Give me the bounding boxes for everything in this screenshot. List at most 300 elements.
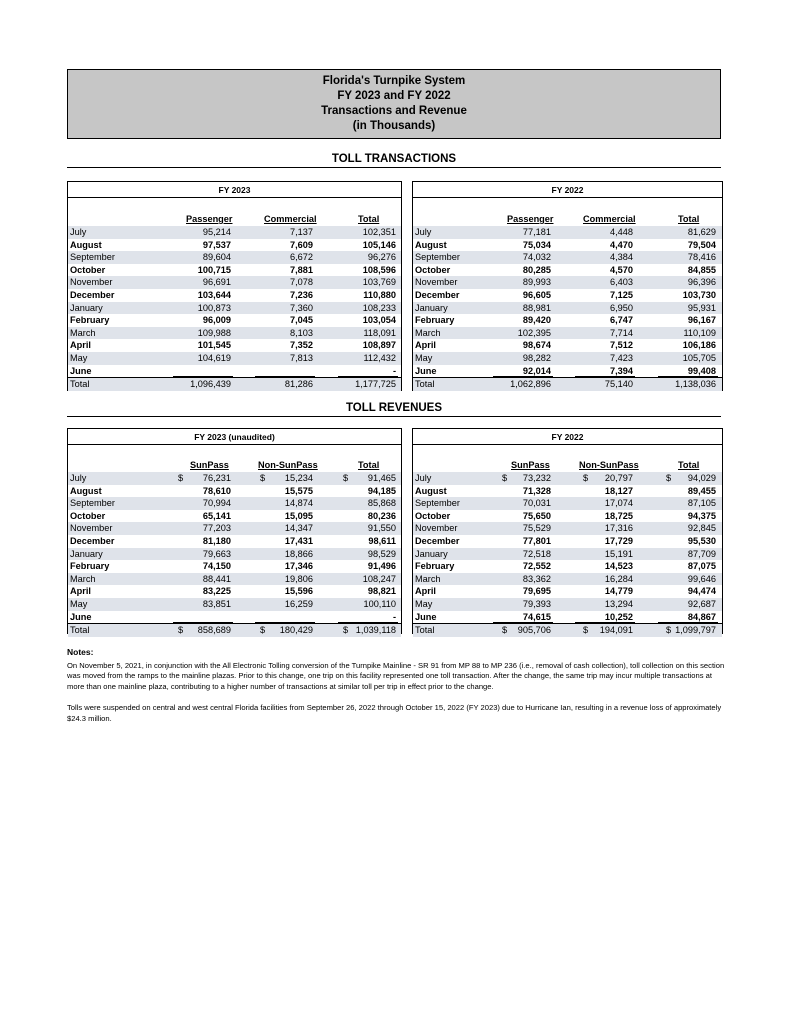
value-col-a: 95,214: [202, 227, 231, 237]
table-row: [413, 485, 722, 498]
table-row: [68, 289, 401, 302]
panel-heading-rule: [68, 197, 401, 198]
table-row: [413, 226, 722, 239]
value-col-c: 84,855: [687, 264, 716, 275]
notes-block: [67, 647, 727, 724]
transactions-fy2022-panel: [412, 181, 723, 391]
dollar-sign: $: [178, 473, 184, 483]
month-label: October: [70, 510, 106, 521]
value-col-c: 1,177,725: [355, 379, 396, 390]
month-label: February: [70, 561, 110, 572]
value-col-a: 96,009: [202, 315, 231, 326]
value-col-a: 74,150: [202, 561, 231, 572]
month-label: November: [70, 523, 113, 534]
value-col-a: 96,691: [202, 277, 231, 288]
value-col-b: 15,234: [284, 473, 313, 483]
value-col-c: 94,185: [367, 485, 396, 496]
value-col-b: 4,448: [610, 227, 633, 237]
col-header-passenger: Passenger: [507, 214, 554, 224]
value-col-a: 70,031: [522, 498, 551, 509]
value-col-c: 98,529: [367, 548, 396, 559]
value-col-c: 85,868: [367, 498, 396, 509]
value-col-a: 77,181: [522, 227, 551, 237]
value-col-b: 6,672: [290, 252, 313, 263]
value-col-a: 88,441: [202, 573, 231, 584]
value-col-c: 94,029: [687, 473, 716, 483]
month-label: July: [70, 473, 87, 483]
table-row: [413, 314, 722, 327]
value-col-c: 91,550: [367, 523, 396, 534]
table-row: [68, 485, 401, 498]
table-row: [68, 339, 401, 352]
value-col-b: 81,286: [284, 379, 313, 390]
table-row: [413, 497, 722, 510]
month-label: May: [415, 598, 433, 609]
revenues-section-title: TOLL REVENUES: [345, 402, 443, 414]
report-subtitle-units: (in Thousands): [352, 120, 436, 132]
value-col-c: 99,646: [687, 573, 716, 584]
dollar-sign: $: [583, 473, 589, 483]
value-col-a: 100,715: [197, 264, 231, 275]
value-col-b: 7,125: [610, 289, 633, 300]
value-col-a: 101,545: [197, 340, 231, 351]
value-col-a: 96,605: [522, 289, 551, 300]
table-row: [68, 327, 401, 340]
month-label: February: [415, 561, 455, 572]
month-label: October: [70, 264, 106, 275]
month-label: June: [415, 611, 437, 622]
value-col-b: 14,779: [604, 586, 633, 597]
table-row: [413, 560, 722, 573]
table-row: [413, 276, 722, 289]
value-col-b: 18,866: [284, 548, 313, 559]
value-col-c: 95,931: [687, 302, 716, 313]
table-row: [68, 264, 401, 277]
value-col-b: 15,095: [284, 510, 313, 521]
value-col-c: 108,596: [362, 264, 396, 275]
month-label: July: [415, 473, 432, 483]
value-col-c: 98,821: [367, 586, 396, 597]
dollar-sign: $: [260, 625, 266, 636]
table-row: [68, 522, 401, 535]
table-row: [413, 535, 722, 548]
value-col-a: 79,393: [522, 598, 551, 609]
value-col-c: 103,054: [362, 315, 396, 326]
value-col-a: 79,695: [522, 586, 551, 597]
value-col-b: 18,725: [604, 510, 633, 521]
value-col-c: 108,233: [362, 302, 396, 313]
value-col-a: 65,141: [202, 510, 231, 521]
value-col-a: 104,619: [197, 352, 231, 363]
table-row: [68, 598, 401, 611]
value-col-c: 91,465: [367, 473, 396, 483]
month-label: April: [415, 586, 436, 597]
value-col-c: 103,730: [682, 289, 716, 300]
value-col-b: 4,470: [610, 239, 633, 250]
month-label: January: [415, 302, 448, 313]
value-col-a: 83,851: [202, 598, 231, 609]
value-col-a: 858,689: [197, 625, 231, 636]
value-col-a: 102,395: [517, 327, 551, 338]
revenues-fy2022-heading: FY 2022: [551, 432, 584, 442]
value-col-c: 108,247: [362, 573, 396, 584]
value-col-c: -: [392, 611, 396, 622]
report-subtitle-years: FY 2023 and FY 2022: [337, 90, 451, 102]
value-col-a: 100,873: [197, 302, 231, 313]
value-col-c: 87,105: [687, 498, 716, 509]
col-header-non-sunpass: Non-SunPass: [258, 460, 318, 470]
month-label: March: [415, 327, 441, 338]
value-col-c: 87,075: [687, 561, 716, 572]
month-label: December: [415, 535, 460, 546]
value-col-c: 95,530: [687, 535, 716, 546]
month-label: January: [70, 302, 103, 313]
table-row: [413, 251, 722, 264]
value-col-c: 91,496: [367, 561, 396, 572]
table-row: [413, 522, 722, 535]
value-col-b: 17,431: [284, 535, 313, 546]
table-row: [68, 535, 401, 548]
value-col-c: 1,039,118: [355, 625, 396, 636]
value-col-c: 81,629: [687, 227, 716, 237]
value-col-b: 7,360: [290, 302, 313, 313]
value-col-a: 97,537: [202, 239, 231, 250]
col-header-sunpass: SunPass: [190, 460, 229, 470]
month-label: Total: [415, 379, 435, 390]
month-label: Total: [415, 625, 435, 636]
dollar-sign: $: [502, 625, 508, 636]
value-col-a: 109,988: [197, 327, 231, 338]
value-col-b: 10,252: [604, 611, 633, 622]
value-col-c: 118,091: [363, 327, 396, 338]
value-col-c: 110,880: [363, 289, 396, 300]
dollar-sign: $: [343, 625, 349, 636]
month-label: June: [70, 611, 92, 622]
value-col-c: 105,705: [682, 352, 716, 363]
dollar-sign: $: [260, 473, 266, 483]
month-label: Total: [70, 379, 90, 390]
table-row: [413, 289, 722, 302]
month-label: December: [415, 289, 460, 300]
value-col-b: 4,570: [610, 264, 633, 275]
value-col-c: 96,396: [687, 277, 716, 288]
table-row: [68, 472, 401, 485]
value-col-a: 1,096,439: [190, 379, 231, 390]
revenues-fy2023-panel: [67, 428, 402, 634]
table-row: [68, 239, 401, 252]
value-col-a: 78,610: [202, 485, 231, 496]
table-row: [413, 585, 722, 598]
table-row: [68, 365, 401, 378]
value-col-a: 89,604: [202, 252, 231, 263]
value-col-b: 7,813: [290, 352, 313, 363]
table-total-row: [413, 377, 722, 391]
table-row: [413, 611, 722, 624]
col-header-total: Total: [358, 214, 380, 224]
table-row: [68, 497, 401, 510]
value-col-b: 75,140: [604, 379, 633, 390]
value-col-b: 17,316: [604, 523, 633, 534]
value-col-c: 108,897: [362, 340, 396, 351]
value-col-b: 14,347: [284, 523, 313, 534]
notes-title: Notes:: [67, 647, 94, 657]
table-row: [413, 510, 722, 523]
value-col-b: 7,423: [610, 352, 633, 363]
table-row: [413, 327, 722, 340]
table-row: [68, 314, 401, 327]
dollar-sign: $: [666, 625, 672, 636]
month-label: July: [70, 227, 87, 237]
month-label: August: [415, 239, 447, 250]
col-header-non-sunpass: Non-SunPass: [579, 460, 639, 470]
value-col-c: 103,769: [362, 277, 396, 288]
month-label: March: [70, 327, 96, 338]
value-col-c: 110,109: [683, 327, 716, 338]
value-col-c: 84,867: [687, 611, 716, 622]
value-col-b: 14,874: [284, 498, 313, 509]
revenues-fy2023-rows: [68, 472, 401, 637]
value-col-b: 13,294: [604, 598, 633, 609]
value-col-a: 98,282: [522, 352, 551, 363]
month-label: August: [70, 485, 102, 496]
col-header-commercial: Commercial: [583, 214, 636, 224]
month-label: June: [415, 365, 437, 376]
value-col-b: 20,797: [604, 473, 633, 483]
month-label: November: [415, 523, 458, 534]
table-row: [68, 510, 401, 523]
dollar-sign: $: [178, 625, 184, 636]
table-row: [413, 239, 722, 252]
value-col-b: 4,384: [610, 252, 633, 263]
month-label: September: [415, 498, 460, 509]
value-col-b: 7,714: [610, 327, 633, 338]
value-col-b: 16,259: [284, 598, 313, 609]
month-label: January: [70, 548, 103, 559]
value-col-b: 15,575: [284, 485, 313, 496]
note-all-electronic-tolling: On November 5, 2021, in conjunction with the All Electronic Tolling conversion of the Turnpike Mainline - SR 91 from MP 88 to MP 236 (i.e., removal of cash collection), toll collection on this section was moved from the ramps to the mainline plazas. Prior to this change, one trip on this facility represented one toll transaction. After the change, the same trip may incur multiple transactions at more than one mainline plaza, contributing to a higher number of transactions at similar toll per trip in effect prior to the change.: [67, 660, 725, 691]
table-row: [413, 598, 722, 611]
transactions-fy2023-panel: [67, 181, 402, 391]
month-label: July: [415, 227, 432, 237]
table-row: [413, 352, 722, 365]
value-col-a: 79,663: [202, 548, 231, 559]
value-col-a: 81,180: [202, 535, 231, 546]
value-col-c: 99,408: [687, 365, 716, 376]
note-hurricane-ian: Tolls were suspended on central and west central Florida facilities from September 26, 2022 through October 15, 2022 (FY 2023) due to Hurricane Ian, resulting in a revenue loss of approximately $24.3 million.: [67, 703, 722, 723]
value-col-a: 71,328: [522, 485, 551, 496]
table-row: [413, 548, 722, 561]
month-label: September: [70, 498, 115, 509]
table-row: [68, 585, 401, 598]
value-col-b: 8,103: [290, 327, 313, 338]
dollar-sign: $: [343, 473, 349, 483]
table-row: [68, 276, 401, 289]
value-col-b: 15,596: [284, 586, 313, 597]
value-col-a: 70,994: [202, 498, 231, 509]
report-title: Florida's Turnpike System: [322, 75, 466, 87]
month-label: October: [415, 264, 451, 275]
value-col-b: 7,137: [290, 227, 313, 237]
table-row: [68, 611, 401, 624]
month-label: September: [70, 252, 115, 263]
revenues-fy2022-rows: [413, 472, 722, 637]
month-label: May: [70, 598, 88, 609]
value-col-a: 905,706: [517, 625, 551, 636]
value-col-b: 6,403: [610, 277, 633, 288]
value-col-c: 92,845: [687, 523, 716, 534]
value-col-a: 83,225: [202, 586, 231, 597]
value-col-b: 18,127: [604, 485, 633, 496]
table-row: [68, 352, 401, 365]
table-total-row: [413, 623, 722, 637]
value-col-b: 16,284: [604, 573, 633, 584]
value-col-b: 7,512: [610, 340, 633, 351]
value-col-c: 79,504: [687, 239, 716, 250]
month-label: May: [70, 352, 88, 363]
value-col-c: 102,351: [362, 227, 396, 237]
value-col-b: 19,806: [284, 573, 313, 584]
table-row: [68, 560, 401, 573]
value-col-a: 75,650: [522, 510, 551, 521]
value-col-b: 6,950: [610, 302, 633, 313]
table-row: [68, 302, 401, 315]
value-col-a: 74,615: [522, 611, 551, 622]
col-header-commercial: Commercial: [264, 214, 317, 224]
dollar-sign: $: [583, 625, 589, 636]
value-col-b: 7,078: [290, 277, 313, 288]
value-col-c: 96,167: [687, 315, 716, 326]
value-col-a: 80,285: [522, 264, 551, 275]
value-col-b: 14,523: [604, 561, 633, 572]
month-label: Total: [70, 625, 90, 636]
value-col-a: 89,420: [522, 315, 551, 326]
month-label: April: [415, 340, 436, 351]
table-row: [68, 573, 401, 586]
transactions-fy2022-rows: [413, 226, 722, 391]
value-col-c: 92,687: [687, 598, 716, 609]
value-col-c: 100,110: [363, 598, 396, 609]
transactions-divider: [67, 167, 721, 168]
revenues-fy2022-panel: [412, 428, 723, 634]
revenues-fy2023-heading: FY 2023 (unaudited): [194, 432, 275, 442]
value-col-b: 7,394: [610, 365, 633, 376]
table-row: [413, 472, 722, 485]
value-col-c: 89,455: [687, 485, 716, 496]
value-col-a: 77,203: [202, 523, 231, 534]
dollar-sign: $: [666, 473, 672, 483]
value-col-c: 1,099,797: [675, 625, 716, 636]
value-col-a: 88,981: [522, 302, 551, 313]
transactions-section-title: TOLL TRANSACTIONS: [331, 153, 457, 165]
value-col-b: 7,236: [290, 289, 313, 300]
month-label: May: [415, 352, 433, 363]
value-col-c: 98,611: [368, 535, 396, 546]
transactions-fy2023-rows: [68, 226, 401, 391]
value-col-c: 112,432: [363, 352, 396, 363]
table-row: [413, 365, 722, 378]
value-col-b: 7,352: [290, 340, 313, 351]
value-col-a: 74,032: [522, 252, 551, 263]
col-header-total: Total: [358, 460, 380, 470]
value-col-a: 89,993: [522, 277, 551, 288]
value-col-a: 76,231: [202, 473, 231, 483]
table-row: [413, 573, 722, 586]
table-row: [413, 264, 722, 277]
month-label: February: [415, 315, 455, 326]
table-total-row: [68, 377, 401, 391]
report-title-box: [67, 69, 721, 139]
value-col-c: 78,416: [687, 252, 716, 263]
value-col-a: 1,062,896: [510, 379, 551, 390]
value-col-b: 180,429: [279, 625, 313, 636]
table-row: [68, 226, 401, 239]
month-label: March: [415, 573, 441, 584]
table-total-row: [68, 623, 401, 637]
month-label: August: [415, 485, 447, 496]
value-col-c: 94,474: [687, 586, 716, 597]
dollar-sign: $: [502, 473, 508, 483]
value-col-b: 15,191: [604, 548, 633, 559]
month-label: August: [70, 239, 102, 250]
value-col-a: 92,014: [522, 365, 551, 376]
panel-heading-rule: [413, 197, 722, 198]
month-label: November: [70, 277, 113, 288]
transactions-fy2022-heading: FY 2022: [551, 185, 584, 195]
value-col-c: -: [392, 365, 396, 376]
value-col-a: 75,034: [522, 239, 551, 250]
table-row: [68, 251, 401, 264]
value-col-b: 17,074: [604, 498, 633, 509]
value-col-c: 94,375: [687, 510, 716, 521]
month-label: April: [70, 340, 91, 351]
value-col-c: 105,146: [362, 239, 396, 250]
month-label: December: [70, 289, 115, 300]
value-col-c: 106,186: [682, 340, 716, 351]
panel-heading-rule: [68, 444, 401, 445]
value-col-c: 96,276: [367, 252, 396, 263]
value-col-b: 7,609: [290, 239, 313, 250]
revenues-divider: [67, 416, 721, 417]
value-col-a: 73,232: [522, 473, 551, 483]
col-header-sunpass: SunPass: [511, 460, 550, 470]
table-row: [68, 548, 401, 561]
panel-heading-rule: [413, 444, 722, 445]
report-subtitle-topic: Transactions and Revenue: [321, 105, 467, 117]
month-label: March: [70, 573, 96, 584]
value-col-a: 103,644: [197, 289, 231, 300]
value-col-a: 77,801: [522, 535, 551, 546]
value-col-a: 98,674: [522, 340, 551, 351]
month-label: April: [70, 586, 91, 597]
value-col-b: 6,747: [610, 315, 633, 326]
value-col-c: 80,236: [367, 510, 396, 521]
value-col-c: 1,138,036: [675, 379, 716, 390]
value-col-a: 75,529: [522, 523, 551, 534]
month-label: September: [415, 252, 460, 263]
month-label: October: [415, 510, 451, 521]
value-col-b: 17,346: [284, 561, 313, 572]
month-label: February: [70, 315, 110, 326]
value-col-b: 17,729: [604, 535, 633, 546]
month-label: June: [70, 365, 92, 376]
transactions-fy2023-heading: FY 2023: [218, 185, 251, 195]
month-label: December: [70, 535, 115, 546]
value-col-a: 72,552: [522, 561, 551, 572]
value-col-a: 72,518: [522, 548, 551, 559]
value-col-b: 7,881: [290, 264, 313, 275]
value-col-b: 7,045: [290, 315, 313, 326]
col-header-total: Total: [678, 460, 700, 470]
